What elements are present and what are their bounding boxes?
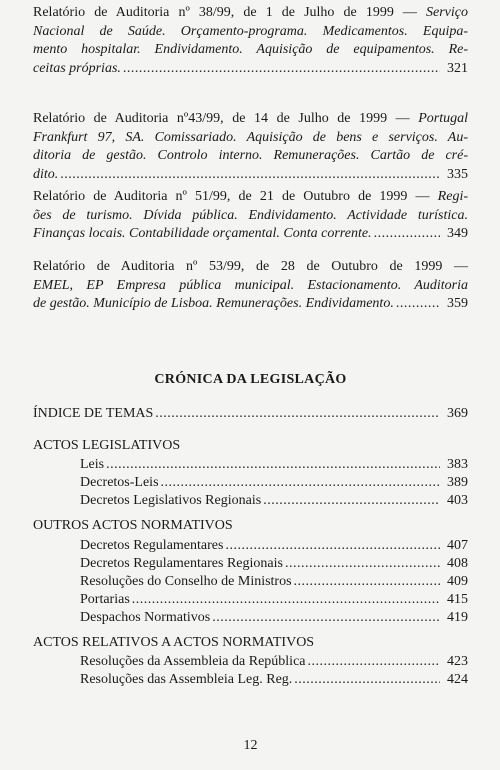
toc-row: Resoluções das Assembleia Leg. Reg. ..... 424: [80, 671, 468, 689]
toc-row: Leis ..... 383: [80, 456, 468, 474]
report-line: Nacional de Saúde. Orçamento-programa. Medicamentos. Equipa-: [33, 23, 468, 39]
page-folio: 12: [243, 738, 258, 753]
leader-dots: [106, 456, 440, 474]
report-line: Relatório de Auditoria nº 51/99, de 21 de Outubro de 1999 — Regi-: [33, 189, 468, 204]
leader-dots: [294, 573, 440, 591]
report-line: Relatório de Auditoria nº 53/99, de 28 de Outubro de 1999 —: [33, 259, 468, 274]
page-number: 415: [447, 592, 468, 607]
report-last-line: ceitas próprias. ..... 321: [33, 60, 468, 79]
toc-row: Portarias ..... 415: [80, 591, 468, 609]
page-number: 423: [447, 654, 468, 669]
toc-row: Despachos Normativos ..... 419: [80, 609, 468, 627]
toc-row: Resoluções da Assembleia da República ..... 423: [80, 653, 468, 671]
toc-row: Decretos-Leis ..... 389: [80, 474, 468, 492]
leader-dots: [132, 591, 440, 609]
leader-dots: [263, 492, 440, 510]
page-number: 359: [447, 296, 468, 311]
page-number: 424: [447, 672, 468, 687]
group-heading: ACTOS RELATIVOS A ACTOS NORMATIVOS: [33, 635, 315, 650]
toc-row-index: ÍNDICE DE TEMAS ..... 369: [33, 405, 468, 423]
toc-row: Decretos Regulamentares Regionais ..... 408: [80, 555, 468, 573]
page-number: 409: [447, 574, 468, 589]
report-entry-2: [33, 110, 468, 184]
toc-row: Decretos Regulamentares ..... 407: [80, 537, 468, 555]
page-number: 321: [447, 60, 468, 76]
leader-dots: [212, 609, 440, 627]
page-number: 408: [447, 556, 468, 571]
report-line: mento hospitalar. Endividamento. Aquisição de equipamentos. Re-: [33, 42, 468, 57]
page-number: 383: [447, 457, 468, 472]
document-page: [33, 0, 468, 770]
report-line: Relatório de Auditoria nº 38/99, de 1 de Julho de 1999 — Serviço: [33, 5, 468, 20]
leader-dots: [225, 537, 440, 555]
report-line: ões de turismo. Dívida pública. Endividamento. Actividade turística.: [33, 207, 468, 223]
leader-dots: [285, 555, 440, 573]
report-last-line: de gestão. Município de Lisboa. Remunerações. Endividamento. ..... 359: [33, 295, 468, 314]
toc-row: Decretos Legislativos Regionais ..... 403: [80, 492, 468, 510]
section-title: CRÓNICA DA LEGISLAÇÃO: [154, 372, 347, 387]
leader-dots: [161, 474, 440, 492]
report-line: ditoria de gestão. Controlo interno. Remunerações. Cartão de cré-: [33, 148, 468, 163]
page-number: 389: [447, 475, 468, 490]
page-number: 369: [447, 406, 468, 421]
report-last-line: Finanças locais. Contabilidade orçamental. Conta corrente. ..... 349: [33, 225, 468, 244]
report-entry-4: [33, 258, 468, 314]
report-entry-1: [33, 4, 468, 78]
report-entry-3: [33, 188, 468, 244]
group-heading: OUTROS ACTOS NORMATIVOS: [33, 518, 233, 533]
leader-dots: [155, 405, 440, 423]
page-number: 419: [447, 610, 468, 625]
report-line: EMEL, EP Empresa pública municipal. Estacionamento. Auditoria: [33, 277, 468, 293]
report-line: Relatório de Auditoria nº43/99, de 14 de Julho de 1999 — Portugal: [33, 111, 468, 126]
group-heading: ACTOS LEGISLATIVOS: [33, 438, 181, 453]
page-number: 407: [447, 538, 468, 553]
leader-dots: [374, 225, 440, 244]
report-line: Frankfurt 97, SA. Comissariado. Aquisição de bens e serviços. Au-: [33, 129, 468, 145]
leader-dots: [60, 166, 440, 185]
leader-dots: [396, 295, 440, 314]
leader-dots: [123, 60, 440, 79]
leader-dots: [308, 653, 441, 671]
page-number: 403: [447, 493, 468, 508]
report-last-line: dito. ..... 335: [33, 166, 468, 185]
leader-dots: [294, 671, 440, 689]
page-number: 335: [447, 166, 468, 182]
page-number: 349: [447, 226, 468, 241]
toc-row: Resoluções do Conselho de Ministros ..... 409: [80, 573, 468, 591]
